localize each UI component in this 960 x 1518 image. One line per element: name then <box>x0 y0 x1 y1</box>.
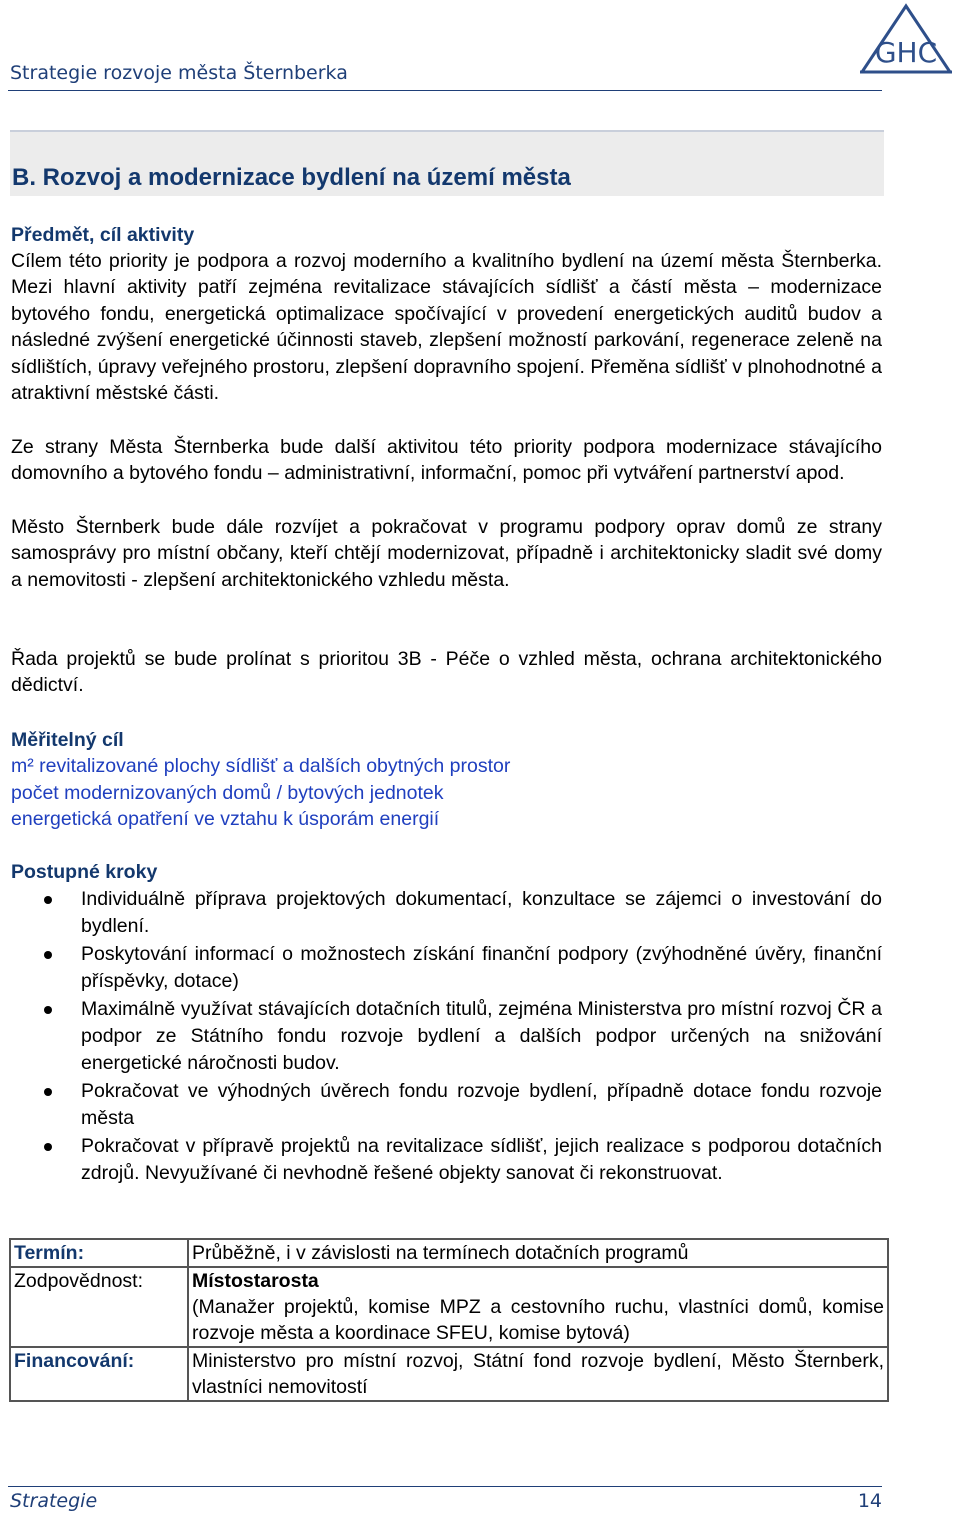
footer-label: Strategie <box>10 1490 98 1512</box>
predmet-paragraph-2: Ze strany Města Šternberka bude další aktivitou této priority podpora modernizace stávajícího domovního a bytového fondu – administrativní, informační, pomoc při vytváření partnerství apod. <box>11 436 882 485</box>
meritelny-item-3: energetická opatření ve vztahu k úsporám energií <box>11 808 440 830</box>
list-item <box>11 1133 882 1187</box>
postup-list <box>11 886 882 1188</box>
list-item-text: Maximálně využívat stávajících dotačních titulů, zejména Ministerstva pro místní rozvoj ČR a podpor ze Státního fondu rozvoje bydlení a dalších podpor určených na snižování energetické náročnosti budov. <box>81 998 882 1074</box>
meritelny-item-1: m² revitalizované plochy sídlišť a dalších obytných prostor <box>11 755 511 777</box>
header-divider <box>8 90 882 91</box>
footer-divider <box>8 1486 882 1487</box>
predmet-paragraph-3: Město Šternberk bude dále rozvíjet a pokračovat v programu podpory oprav domů ze strany samosprávy pro místní občany, kteří chtějí modernizovat, případně i architektonicky sladit své domy a nemovitosti - zlepšení architektonického vzhledu města. <box>11 516 882 591</box>
zodpovednost-value-extra: (Manažer projektů, komise MPZ a cestovního ruchu, vlastníci domů, komise rozvoje města a koordinace SFEU, komise bytová) <box>192 1296 884 1344</box>
ghc-logo <box>856 2 956 80</box>
meritelny-item-2: počet modernizovaných domů / bytových jednotek <box>11 782 444 804</box>
table-row <box>10 1267 888 1347</box>
predmet-paragraph-4: Řada projektů se bude prolínat s prioritou 3B - Péče o vzhled města, ochrana architektonického dědictví. <box>11 648 882 697</box>
postup-heading: Postupné kroky <box>11 861 158 883</box>
table-row <box>10 1239 888 1267</box>
list-item-text: Pokračovat v přípravě projektů na revitalizace sídlišť, jejich realizace s podporou dotačních zdrojů. Nevyužívané či nevhodně řešené objekty sanovat či rekonstruovat. <box>81 1135 882 1184</box>
header-title: Strategie rozvoje města Šternberka <box>10 62 348 84</box>
predmet-heading: Předmět, cíl aktivity <box>11 224 195 246</box>
termin-value: Průběžně, i v závislosti na termínech dotačních programů <box>188 1239 888 1267</box>
list-item <box>11 1078 882 1132</box>
info-table <box>9 1238 889 1402</box>
predmet-paragraph-1-text: Cílem této priority je podpora a rozvoj moderního a kvalitního bydlení na území města Šternberka. Mezi hlavní aktivity patří zejména revitalizace stávajících sídlišť a částí města – modernizace bytového fondu, energetická optimalizace spočívající v provedení energetických auditů budov a následné zvýšení energetické účinnosti staveb, zlepšení možností parkování, regenerace zeleně na sídlištích, úpravy veřejného prostoru, zlepšení dopravního spojení. Přeměna sídlišť v plnohodnotné a atraktivní městské části. <box>11 250 882 405</box>
list-item-text: Pokračovat ve výhodných úvěrech fondu rozvoje bydlení, případně dotace fondu rozvoje města <box>81 1080 882 1129</box>
meritelny-heading: Měřitelný cíl <box>11 729 124 751</box>
bullet-icon <box>44 1006 52 1014</box>
bullet-icon <box>44 896 52 904</box>
zodpovednost-value <box>188 1267 888 1347</box>
table-row <box>10 1347 888 1401</box>
logo-text: GHC <box>874 36 938 69</box>
bullet-icon <box>44 951 52 959</box>
bullet-icon <box>44 1143 52 1151</box>
termin-label: Termín: <box>10 1239 188 1267</box>
list-item-text: Individuálně příprava projektových dokumentací, konzultace se zájemci o investování do bydlení. <box>81 888 882 937</box>
list-item <box>11 886 882 940</box>
bullet-icon <box>44 1088 52 1096</box>
financovani-label: Financování: <box>10 1347 188 1401</box>
section-title: B. Rozvoj a modernizace bydlení na území města <box>12 164 571 191</box>
page-number: 14 <box>857 1490 882 1512</box>
list-item <box>11 996 882 1077</box>
zodpovednost-value-main: Místostarosta <box>192 1270 319 1292</box>
predmet-paragraph-1 <box>11 248 882 406</box>
zodpovednost-label: Zodpovědnost: <box>10 1267 188 1347</box>
list-item-text: Poskytování informací o možnostech získání finanční podpory (zvýhodněné úvěry, finanční příspěvky, dotace) <box>81 943 882 992</box>
financovani-value: Ministerstvo pro místní rozvoj, Státní fond rozvoje bydlení, Město Šternberk, vlastníci nemovitostí <box>188 1347 888 1401</box>
list-item <box>11 941 882 995</box>
